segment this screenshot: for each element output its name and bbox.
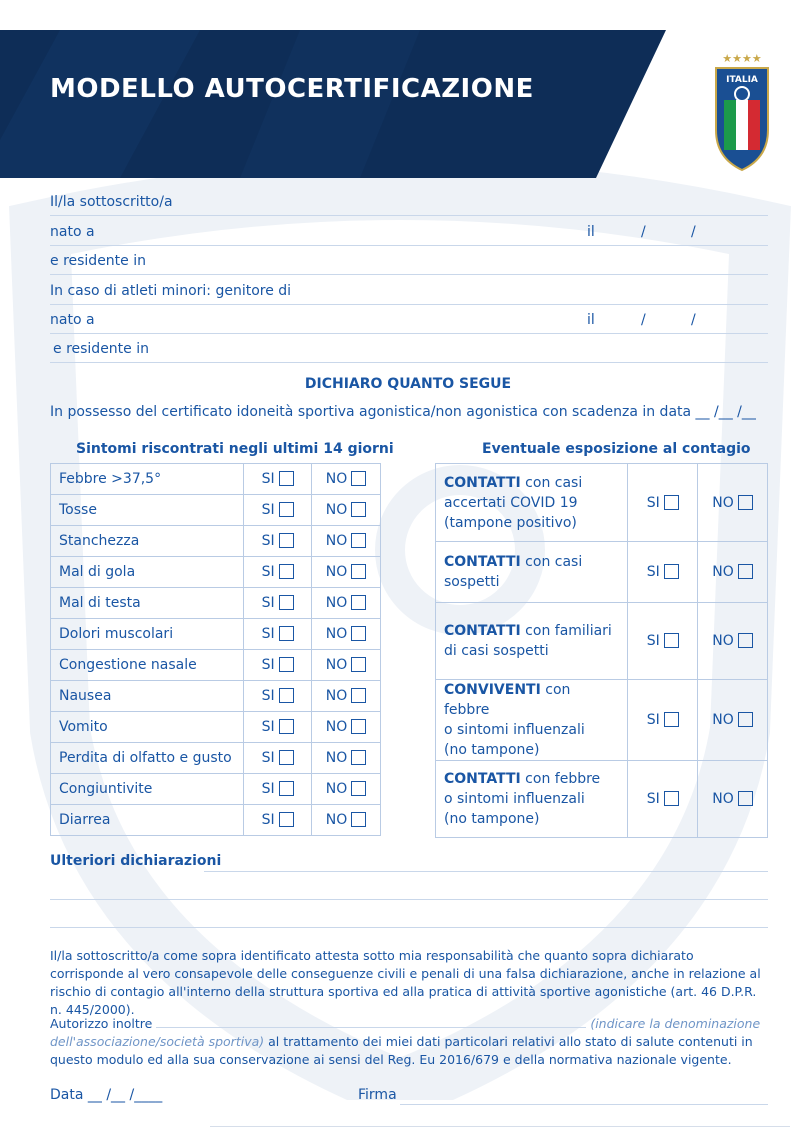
further-line[interactable] [50,899,768,900]
exposure-text: (tampone positivo) [444,514,577,531]
yes-option[interactable] [244,526,312,557]
no-label: NO [325,471,348,487]
certificate-statement: In possesso del certificato idoneità sportiva agonistica/non agonistica con scadenza in data __ /__ /__ [50,404,756,420]
yes-checkbox[interactable] [279,688,294,703]
yes-option[interactable] [244,557,312,588]
yes-option[interactable] [244,619,312,650]
yes-checkbox[interactable] [664,791,679,806]
exposure-title: Eventuale esposizione al contagio [482,441,751,457]
no-label: NO [325,657,348,673]
symptom-label: Dolori muscolari [51,619,244,650]
symptom-label: Congestione nasale [51,650,244,681]
no-checkbox[interactable] [738,564,753,579]
yes-option[interactable] [244,681,312,712]
yes-label: SI [261,595,275,611]
yes-label: SI [646,791,660,807]
symptom-row [51,650,381,681]
yes-label: SI [646,494,660,511]
field-minor-residente[interactable] [50,337,768,363]
signature-line[interactable] [400,1104,768,1105]
exposure-row [436,603,768,680]
no-checkbox[interactable] [351,657,366,672]
yes-checkbox[interactable] [664,712,679,727]
no-checkbox[interactable] [351,564,366,579]
yes-label: SI [261,688,275,704]
exposure-label [436,680,628,761]
no-label: NO [325,781,348,797]
no-option[interactable] [312,588,381,619]
date-slash: / [641,312,646,328]
no-label: NO [325,812,348,828]
no-option[interactable] [698,603,768,680]
crest-stars: ★★★★ [722,52,762,65]
exposure-row [436,761,768,838]
yes-option[interactable] [628,761,698,838]
exposure-label [436,464,628,542]
yes-option[interactable] [244,712,312,743]
no-checkbox[interactable] [351,502,366,517]
header-band [0,30,800,178]
yes-option[interactable] [244,588,312,619]
yes-option[interactable] [244,650,312,681]
yes-checkbox[interactable] [664,564,679,579]
yes-option[interactable] [628,680,698,761]
symptom-label: Tosse [51,495,244,526]
yes-checkbox[interactable] [279,502,294,517]
field-sottoscritto[interactable] [50,190,768,216]
yes-checkbox[interactable] [279,471,294,486]
yes-label: SI [261,564,275,580]
yes-option[interactable] [628,603,698,680]
no-label: NO [712,494,734,511]
no-label: NO [325,502,348,518]
symptom-label: Congiuntivite [51,774,244,805]
no-checkbox[interactable] [351,471,366,486]
no-label: NO [712,791,734,807]
date-slash: / [691,224,696,240]
date-field[interactable]: Data __ /__ /____ [50,1087,163,1103]
exposure-bold: CONTATTI [444,623,521,639]
page-title: MODELLO AUTOCERTIFICAZIONE [50,74,534,104]
exposure-row [436,464,768,542]
no-checkbox[interactable] [351,595,366,610]
symptom-row [51,743,381,774]
further-line[interactable] [204,871,768,872]
yes-checkbox[interactable] [279,750,294,765]
yes-label: SI [261,471,275,487]
yes-checkbox[interactable] [279,719,294,734]
symptom-row [51,588,381,619]
exposure-text: con familiari [520,623,612,639]
no-label: NO [325,688,348,704]
yes-checkbox[interactable] [279,564,294,579]
yes-option[interactable] [244,774,312,805]
symptom-row [51,805,381,836]
yes-option[interactable] [244,495,312,526]
no-option[interactable] [312,619,381,650]
further-line[interactable] [50,927,768,928]
no-label: NO [325,626,348,642]
no-checkbox[interactable] [738,791,753,806]
no-option[interactable] [312,805,381,836]
field-label: nato a [50,224,95,240]
exposure-bold: CONTATTI [444,474,521,491]
symptom-row [51,464,381,495]
declare-title: DICHIARO QUANTO SEGUE [304,376,512,392]
symptom-label: Perdita di olfatto e gusto [51,743,244,774]
exposure-text: con febbre [520,771,601,787]
no-option[interactable] [312,464,381,495]
crest-label: ITALIA [726,75,758,85]
field-nato-a[interactable] [50,220,768,246]
no-option[interactable] [312,774,381,805]
symptom-label: Febbre >37,5° [51,464,244,495]
yes-label: SI [646,633,660,649]
no-checkbox[interactable] [738,712,753,727]
exposure-bold: CONTATTI [444,771,521,787]
no-label: NO [325,533,348,549]
yes-label: SI [261,750,275,766]
exposure-text: o sintomi influenzali [444,791,585,807]
exposure-bold: CONTATTI [444,554,521,570]
no-checkbox[interactable] [351,719,366,734]
yes-checkbox[interactable] [279,626,294,641]
symptom-row [51,557,381,588]
symptoms-table [50,463,381,836]
yes-option[interactable] [244,464,312,495]
exposure-text: (no tampone) [444,742,540,758]
no-label: NO [325,564,348,580]
yes-label: SI [646,712,660,728]
no-checkbox[interactable] [351,781,366,796]
no-checkbox[interactable] [351,750,366,765]
yes-label: SI [261,657,275,673]
authorize-start: Autorizzo inoltre [50,1016,153,1031]
no-checkbox[interactable] [351,812,366,827]
yes-label: SI [646,564,660,580]
association-input[interactable] [156,1016,586,1028]
field-minor-nato-a[interactable] [50,308,768,334]
exposure-text: con casi [520,474,583,491]
no-option[interactable] [698,761,768,838]
attestation-text: Il/la sottoscritto/a come sopra identificato attesta sotto mia responsabilità che quanto sopra dichiarato corrisponde al vero consapevole delle conseguenze civili e penali di una falsa dichiarazione, anche in relazione al rischio di contagio all'interno della struttura sportiva ed alla pratica di attività sportive agonistiche (art. 46 D.P.R. n. 445/2000). [50,948,761,1017]
no-checkbox[interactable] [351,688,366,703]
yes-checkbox[interactable] [279,533,294,548]
no-label: NO [325,750,348,766]
field-label: e residente in [53,341,149,357]
no-label: NO [712,633,734,649]
field-il: il [587,312,595,328]
signature-label: Firma [358,1087,397,1103]
no-checkbox[interactable] [351,626,366,641]
exposure-table [435,463,768,838]
no-checkbox[interactable] [738,495,753,510]
field-label: nato a [50,312,95,328]
exposure-label [436,542,628,603]
yes-label: SI [261,719,275,735]
exposure-label [436,761,628,838]
symptom-row [51,619,381,650]
yes-label: SI [261,626,275,642]
field-il: il [587,224,595,240]
no-label: NO [325,719,348,735]
field-label: In caso di atleti minori: genitore di [50,283,292,299]
exposure-row [436,542,768,603]
no-option[interactable] [312,712,381,743]
exposure-row [436,680,768,761]
yes-option[interactable] [244,743,312,774]
exposure-text: o sintomi influenzali [444,722,585,738]
symptom-row [51,495,381,526]
no-option[interactable] [312,526,381,557]
exposure-bold: CONVIVENTI [444,682,541,698]
exposure-text: con casi [520,554,583,570]
field-residente[interactable] [50,249,768,275]
field-genitore[interactable] [50,279,768,305]
authorization-text [50,1015,770,1069]
symptom-label: Mal di gola [51,557,244,588]
yes-label: SI [261,812,275,828]
yes-checkbox[interactable] [279,595,294,610]
yes-checkbox[interactable] [279,657,294,672]
no-option[interactable] [312,495,381,526]
header-background [0,30,800,178]
no-label: NO [325,595,348,611]
italia-crest-icon [712,50,772,175]
yes-option[interactable] [628,464,698,542]
no-option[interactable] [312,557,381,588]
yes-checkbox[interactable] [279,812,294,827]
field-label: Il/la sottoscritto/a [50,194,173,210]
symptom-label: Mal di testa [51,588,244,619]
no-label: NO [712,712,734,728]
exposure-text: accertati COVID 19 [444,494,578,511]
bottom-rule [210,1126,790,1127]
no-checkbox[interactable] [738,633,753,648]
symptom-row [51,681,381,712]
no-option[interactable] [312,681,381,712]
exposure-label [436,603,628,680]
authorize-hint: (indicare la denominazione dell'associazione/società sportiva) [50,1016,761,1049]
symptom-row [51,712,381,743]
exposure-text: (no tampone) [444,811,540,827]
yes-checkbox[interactable] [279,781,294,796]
yes-label: SI [261,533,275,549]
field-label: e residente in [50,253,146,269]
no-label: NO [712,564,734,580]
further-title: Ulteriori dichiarazioni [50,853,222,869]
date-slash: / [641,224,646,240]
no-option[interactable] [698,464,768,542]
no-option[interactable] [698,680,768,761]
yes-option[interactable] [628,542,698,603]
symptom-label: Stanchezza [51,526,244,557]
yes-label: SI [261,502,275,518]
no-option[interactable] [312,743,381,774]
exposure-text: con febbre [444,682,571,718]
yes-label: SI [261,781,275,797]
yes-checkbox[interactable] [664,633,679,648]
symptoms-title: Sintomi riscontrati negli ultimi 14 giorni [76,441,394,457]
symptom-label: Vomito [51,712,244,743]
exposure-text: di casi sospetti [444,643,549,659]
no-checkbox[interactable] [351,533,366,548]
symptom-row [51,774,381,805]
yes-checkbox[interactable] [664,495,679,510]
date-slash: / [691,312,696,328]
yes-option[interactable] [244,805,312,836]
authorize-rest: al trattamento dei miei dati particolari relativi allo stato di salute contenuti in questo modulo ed alla sua conservazione ai sensi del Reg. Eu 2016/679 e della normativa nazionale vigente. [50,1034,753,1067]
symptom-label: Diarrea [51,805,244,836]
symptom-row [51,526,381,557]
exposure-text: sospetti [444,574,500,590]
symptom-label: Nausea [51,681,244,712]
no-option[interactable] [698,542,768,603]
no-option[interactable] [312,650,381,681]
